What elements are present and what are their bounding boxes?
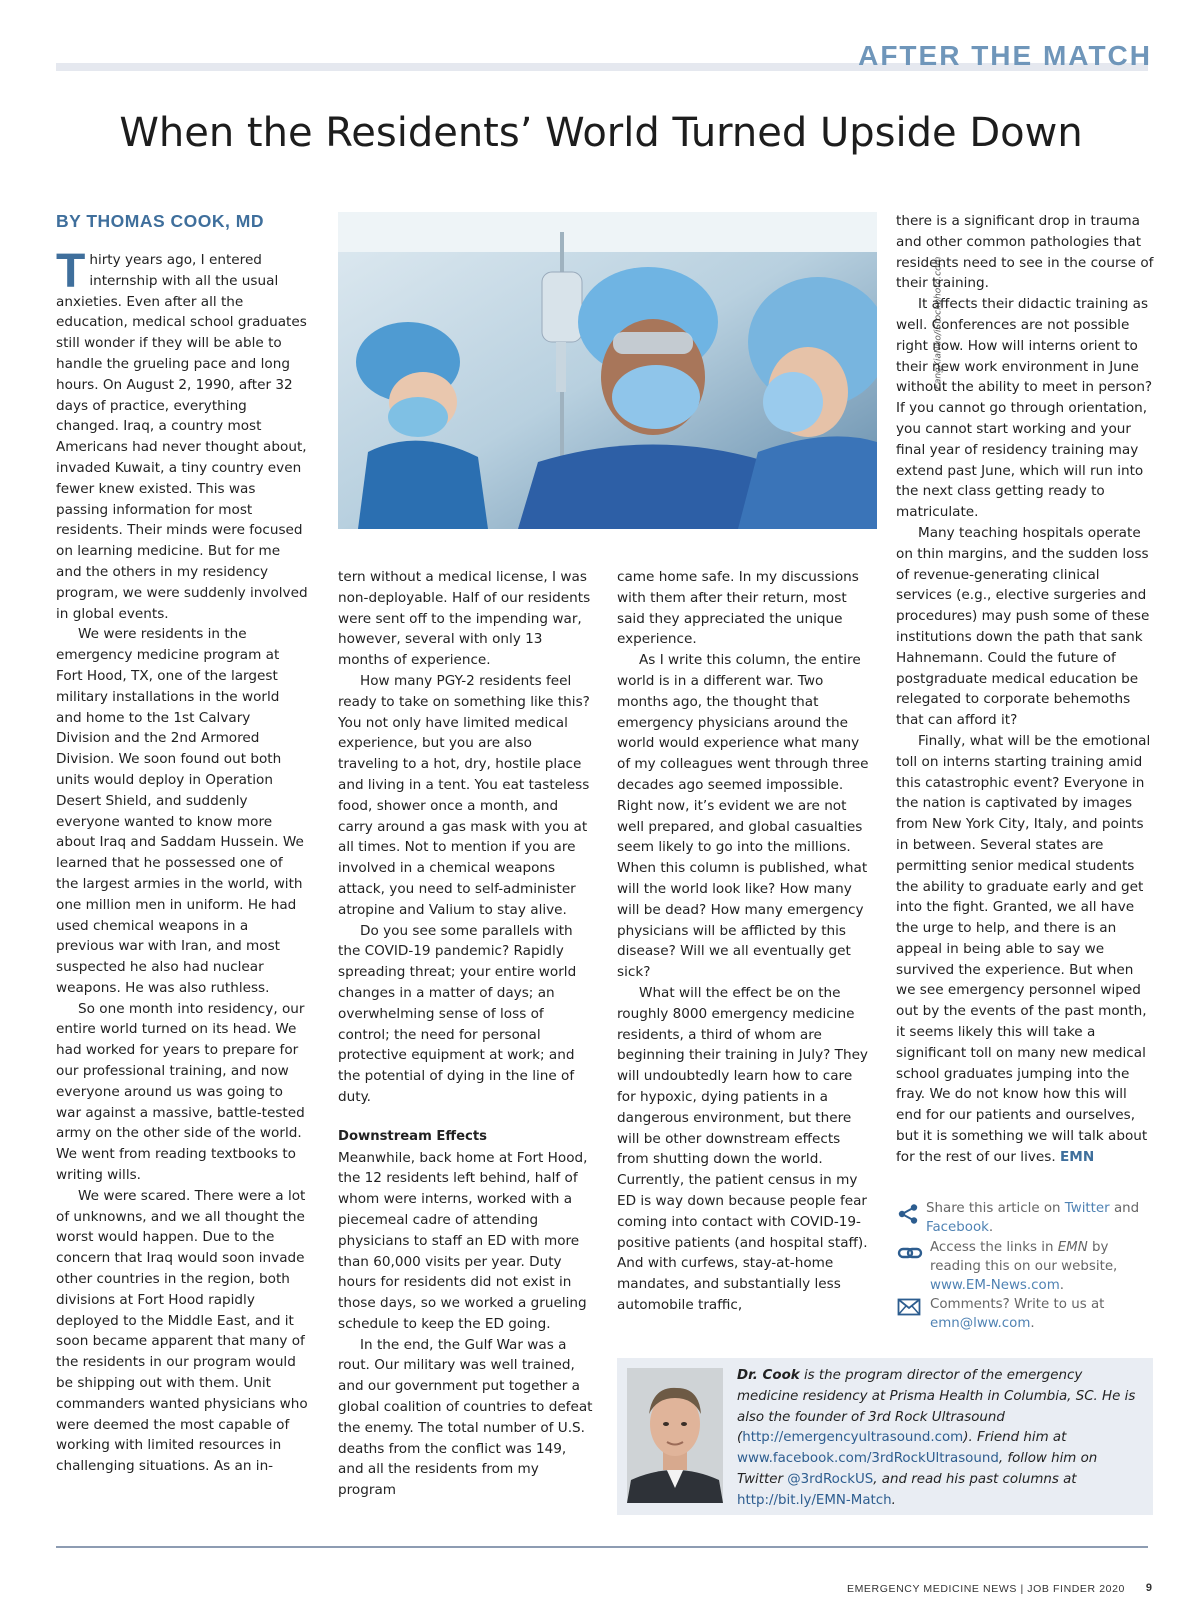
bio-text-4: , and read his past columns at — [873, 1471, 1077, 1487]
footer-rule — [56, 1546, 1148, 1548]
paragraph — [896, 731, 1156, 1168]
article-column-2 — [338, 567, 594, 1501]
access-note — [930, 1238, 1158, 1295]
facebook-page-link[interactable]: www.facebook.com/3rdRockUltrasound — [737, 1451, 999, 1467]
article-headline: When the Residents’ World Turned Upside Down — [119, 110, 1083, 156]
email-link[interactable]: emn@lww.com — [930, 1316, 1031, 1331]
paragraph: So one month into residency, our entire world turned on its head. We had worked for years to prepare for our professional training, and now everyone around us was going to war against a massive, battle-tested army on the other side of the world. We went from reading textbooks to writing wills. — [56, 1000, 305, 1184]
paragraph-text: Finally, what will be the emotional toll on interns starting training amid this catastrophic event? Everyone in the nation is captivated by images from New York City, Italy, and points in between. Several states are permitting senior medical students the ability to graduate early and get into the fight. Granted, we all have the urge to help, and there is an appeal in being able to say we survived the experience. But when we see emergency personnel wiped out by the events of the past month, it seems likely this will take a significant toll on many new medical school graduates jumping into the fray. We do not know how this will end for our patients and ourselves, but it is something we will talk about for the rest of our lives. — [896, 732, 1151, 1165]
photo-credit: FangXiaNuo/iStockphoto.com — [933, 256, 944, 390]
paragraph: We were scared. There were a lot of unknowns, and we all thought the worst would happen. Due to the concern that Iraq would soon invade other countries in the region, both divisions at Fort Hood rapidly deployed to the Middle East, and it soon became apparent that many of the residents in our program would be shipping out with them. Unit commanders wanted physicians who were deemed the most capable of working with limited resources in challenging situations. As an in- — [56, 1187, 308, 1475]
surgeons-photo — [338, 212, 877, 529]
publication-footer: EMERGENCY MEDICINE NEWS | JOB FINDER 2020 — [846, 1583, 1125, 1595]
bio-text-1: is the program director of the emergency medicine residency at Prisma Health in Columbia, SC. He is also the founder of 3rd Rock Ultrasound ( — [737, 1368, 1136, 1446]
end-mark: EMN — [1060, 1148, 1095, 1165]
author-name: Dr. Cook — [737, 1368, 800, 1383]
paragraph: Meanwhile, back home at Fort Hood, the 12 residents left behind, half of whom were interns, worked with a piecemeal cadre of attending physicians to staff an ED with more than 60,000 visits per year. Duty hours for residents did not exist in those days, so we worked a grueling schedule to keep the ED going. — [338, 1149, 588, 1332]
share-icon[interactable] — [897, 1203, 921, 1225]
paragraph: tern without a medical license, I was non-deployable. Half of our residents were sent off to the impending war, however, several with only 13 months of experience. — [338, 569, 591, 669]
paragraph: It affects their didactic training as well. Conferences are not possible right now. How will interns orient to their new work environment in June without the ability to meet in person? If you cannot go through orientation, you cannot start working and your final year of residency training may extend past June, which will run into the next class getting ready to matriculate. — [896, 296, 1153, 521]
mail-icon — [897, 1298, 921, 1320]
twitter-handle-link[interactable]: @3rdRockUS — [787, 1471, 874, 1487]
past-columns-link[interactable]: http://bit.ly/EMN-Match — [737, 1492, 892, 1508]
share-text: Share this article on — [926, 1201, 1065, 1216]
website-link[interactable]: www.EM-News.com — [930, 1278, 1060, 1293]
comments-note — [930, 1295, 1158, 1333]
paragraph: came home safe. In my discussions with them after their return, most said they appreciated the unique experience. — [617, 569, 859, 648]
paragraph: In the end, the Gulf War was a rout. Our military was well trained, and our government put together a global coalition of countries to defeat the enemy. The total number of U.S. deaths from the conflict was 149, and all the residents from my program — [338, 1336, 593, 1499]
ultrasound-link[interactable]: http://emergencyultrasound.com — [742, 1430, 964, 1446]
bio-text-5: . — [891, 1492, 896, 1508]
facebook-link[interactable]: Facebook — [926, 1220, 989, 1235]
share-period: . — [988, 1220, 994, 1235]
bio-text-3: , follow him on Twitter — [737, 1451, 1098, 1487]
comments-text: Comments? Write to us at — [930, 1297, 1105, 1312]
paragraph: What will the effect be on the roughly 8000 emergency medicine residents, a third of whom are beginning their training in July? They will undoubtedly learn how to care for hypoxic, dying patients in a dangerous environment, but there will be other downstream effects from shutting down the world. Currently, the patient census in my ED is way down because people fear coming into contact with COVID-19-positive patients (and hospital staff). And with curfews, stay-at-home mandates, and substantially less automobile traffic, — [617, 984, 868, 1313]
paragraph: there is a significant drop in trauma and other common pathologies that residents need to see in the course of their training. — [896, 213, 1154, 292]
page-number: 9 — [1145, 1582, 1152, 1594]
paragraph: Many teaching hospitals operate on thin margins, and the sudden loss of revenue-generating clinical services (e.g., elective surgeries and procedures) may push some of these institutions down the path that sank Hahnemann. Could the future of postgraduate medical education be relegated to corporate behemoths that can afford it? — [896, 524, 1150, 729]
access-text-2: by reading this on our website, — [930, 1240, 1118, 1274]
access-emn: EMN — [1057, 1240, 1088, 1255]
paragraph: As I write this column, the entire world is in a different war. Two months ago, the thought that emergency physicians around the world would experience what many of my colleagues went through three decades ago seemed impossible. Right now, it’s evident we are not well prepared, and global casualties seem likely to go into the millions. When this column is published, what will the world look like? How many will be dead? How many emergency physicians will be afflicted by this disease? Will we all eventually get sick? — [617, 652, 869, 981]
bio-text-2: ). Friend him at — [963, 1430, 1067, 1446]
access-text: Access the links in — [930, 1240, 1058, 1255]
article-column-1 — [56, 245, 308, 1477]
byline: BY THOMAS COOK, MD — [56, 211, 264, 231]
article-column-3 — [617, 567, 875, 1316]
paragraph: How many PGY-2 residents feel ready to take on something like this? You not only have limited medical experience, but you are also traveling to a hot, dry, hostile place and living in a tent. You eat tasteless food, shower once a month, and carry around a gas mask with you at all times. Not to mention if you are involved in a chemical weapons attack, you need to self-administer atropine and Valium to stay alive. — [338, 672, 590, 918]
section-label: AFTER THE MATCH — [858, 40, 1152, 71]
access-period: . — [1059, 1278, 1065, 1293]
comments-period: . — [1030, 1316, 1035, 1331]
author-bio-text — [737, 1366, 1137, 1512]
share-and: and — [1109, 1201, 1140, 1216]
share-note — [926, 1199, 1158, 1237]
twitter-link[interactable]: Twitter — [1064, 1201, 1110, 1216]
article-column-4 — [896, 211, 1156, 1168]
subhead-downstream-effects: Downstream Effects — [338, 1128, 488, 1144]
paragraph: hirty years ago, I entered internship with all the usual anxieties. Even after all the education, medical school graduates still wonder if they will be able to handle the grueling pace and long hours. On August 2, 1990, after 32 days of practice, everything changed. Iraq, a country most Americans had never thought about, invaded Kuwait, a tiny country even fewer knew existed. This was passing information for most residents. Their minds were focused on learning medicine. But for me and the others in my residency program, we were suddenly involved in global events. — [56, 252, 308, 622]
link-icon — [897, 1243, 921, 1265]
author-portrait — [627, 1368, 723, 1503]
paragraph: Do you see some parallels with the COVID-19 pandemic? Rapidly spreading threat; your entire world changes in a matter of days; an overwhelming sense of loss of control; the need for personal protective equipment at work; and the potential of dying in the line of duty. — [338, 922, 577, 1105]
drop-cap: T — [56, 245, 86, 298]
paragraph: We were residents in the emergency medicine program at Fort Hood, TX, one of the largest military installations in the world and home to the 1st Calvary Division and the 2nd Armored Division. We soon found out both units would deploy in Operation Desert Shield, and suddenly everyone wanted to know more about Iraq and Saddam Hussein. We learned that he possessed one of the largest armies in the world, with one million men in uniform. He had used chemical weapons in a previous war with Iran, and most suspected he also had nuclear weapons. He was also ruthless. — [56, 626, 304, 996]
